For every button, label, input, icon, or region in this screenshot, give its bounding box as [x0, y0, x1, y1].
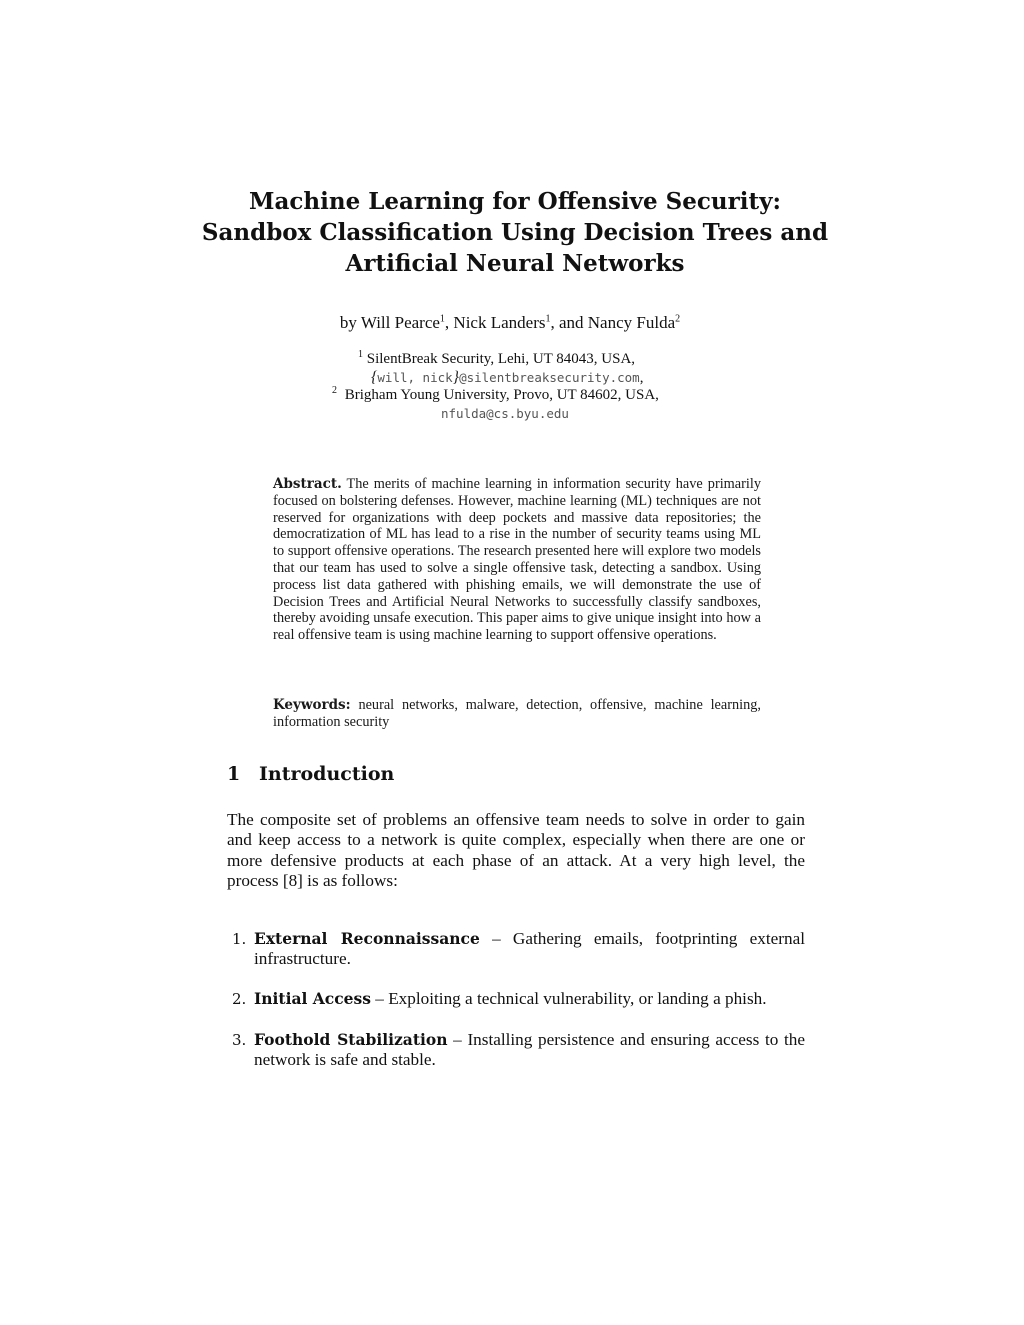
- list-dash: –: [447, 1030, 468, 1049]
- affiliation-text: SilentBreak Security, Lehi, UT 84043, USA,: [366, 351, 636, 367]
- email-domain: @silentbreaksecurity.com: [459, 370, 640, 385]
- paper-title: [180, 186, 850, 279]
- abstract-text: The merits of machine learning in information security have primarily focused on bolstering defenses. However, machine learning (ML) techniques are not reserved for organizations with deep pockets and massive data repositories; the democratization of ML has lead to a rise in the number of security teams using ML to support offensive operations. The research presented here will explore two models that our team has used to solve a single offensive task, detecting a sandbox. Using process list data gathered with phishing emails, we will demonstrate the use of Decision Trees and Artificial Neural Networks to successfully classify sandboxes, thereby avoiding unsafe execution. This paper aims to give unique insight into how a real offensive team is using machine learning to support offensive operations.: [273, 476, 761, 644]
- affiliation-1: [358, 350, 635, 368]
- abstract-label: Abstract.: [273, 476, 342, 492]
- email-brace-close: }: [452, 369, 460, 386]
- title-line-1: Machine Learning for Offensive Security:: [249, 188, 781, 215]
- keywords-label: Keywords:: [273, 697, 351, 713]
- list-marker: 2.: [232, 990, 247, 1008]
- list-item: [227, 989, 805, 1009]
- author-affiliation-mark: 1: [545, 313, 551, 325]
- list-marker: 3.: [232, 1031, 247, 1049]
- list-text: Installing persistence and ensuring access to the network is safe and stable.: [254, 1030, 806, 1070]
- author-separator: ,: [444, 313, 454, 332]
- affiliation-2: [332, 386, 659, 404]
- list-marker: 1.: [232, 930, 247, 948]
- affiliation-1-email: [371, 369, 643, 387]
- section-heading: [227, 763, 394, 785]
- section-number: 1: [227, 763, 241, 785]
- affiliation-2-email: [441, 405, 569, 423]
- author-affiliation-mark: 1: [439, 313, 445, 325]
- section-title: Introduction: [259, 763, 395, 785]
- list-term: External Reconnaissance: [254, 929, 480, 948]
- email-trailing-comma: ,: [639, 370, 644, 386]
- author-byline: [150, 313, 870, 333]
- list-item: [227, 1030, 805, 1071]
- author-name: Nancy Fulda: [587, 313, 676, 332]
- keywords: [273, 697, 761, 731]
- email-address: nfulda@cs.byu.edu: [441, 406, 569, 421]
- affiliation-number: 2: [332, 385, 337, 396]
- list-term: Foothold Stabilization: [254, 1030, 448, 1049]
- author-name: Nick Landers: [453, 313, 546, 332]
- list-term: Initial Access: [254, 989, 371, 1008]
- email-brace-open: {: [371, 369, 378, 386]
- affiliation-text: Brigham Young University, Provo, UT 84602, USA,: [344, 387, 659, 403]
- byline-prefix: by: [339, 313, 361, 332]
- intro-paragraph: The composite set of problems an offensive team needs to solve in order to gain and keep access to a network is quite complex, especially when there are one or more defensive products at each phase of an attack. At a very high level, the process [8] is as follows:: [227, 810, 805, 891]
- abstract: [273, 476, 761, 644]
- author-name: Will Pearce: [360, 313, 440, 332]
- list-dash: –: [371, 989, 389, 1008]
- list-item: [227, 929, 805, 970]
- title-line-3: Artificial Neural Networks: [345, 250, 685, 277]
- affiliation-number: 1: [358, 349, 363, 360]
- list-text: Exploiting a technical vulnerability, or landing a phish.: [388, 989, 767, 1008]
- author-separator: , and: [550, 313, 588, 332]
- title-line-2: Sandbox Classification Using Decision Trees and: [201, 219, 829, 246]
- email-users: will, nick: [377, 370, 453, 385]
- keywords-text: neural networks, malware, detection, offensive, machine learning, information security: [273, 697, 761, 730]
- list-dash: –: [479, 929, 513, 948]
- author-affiliation-mark: 2: [675, 313, 681, 325]
- list-text: Gathering emails, footprinting external infrastructure.: [254, 929, 805, 969]
